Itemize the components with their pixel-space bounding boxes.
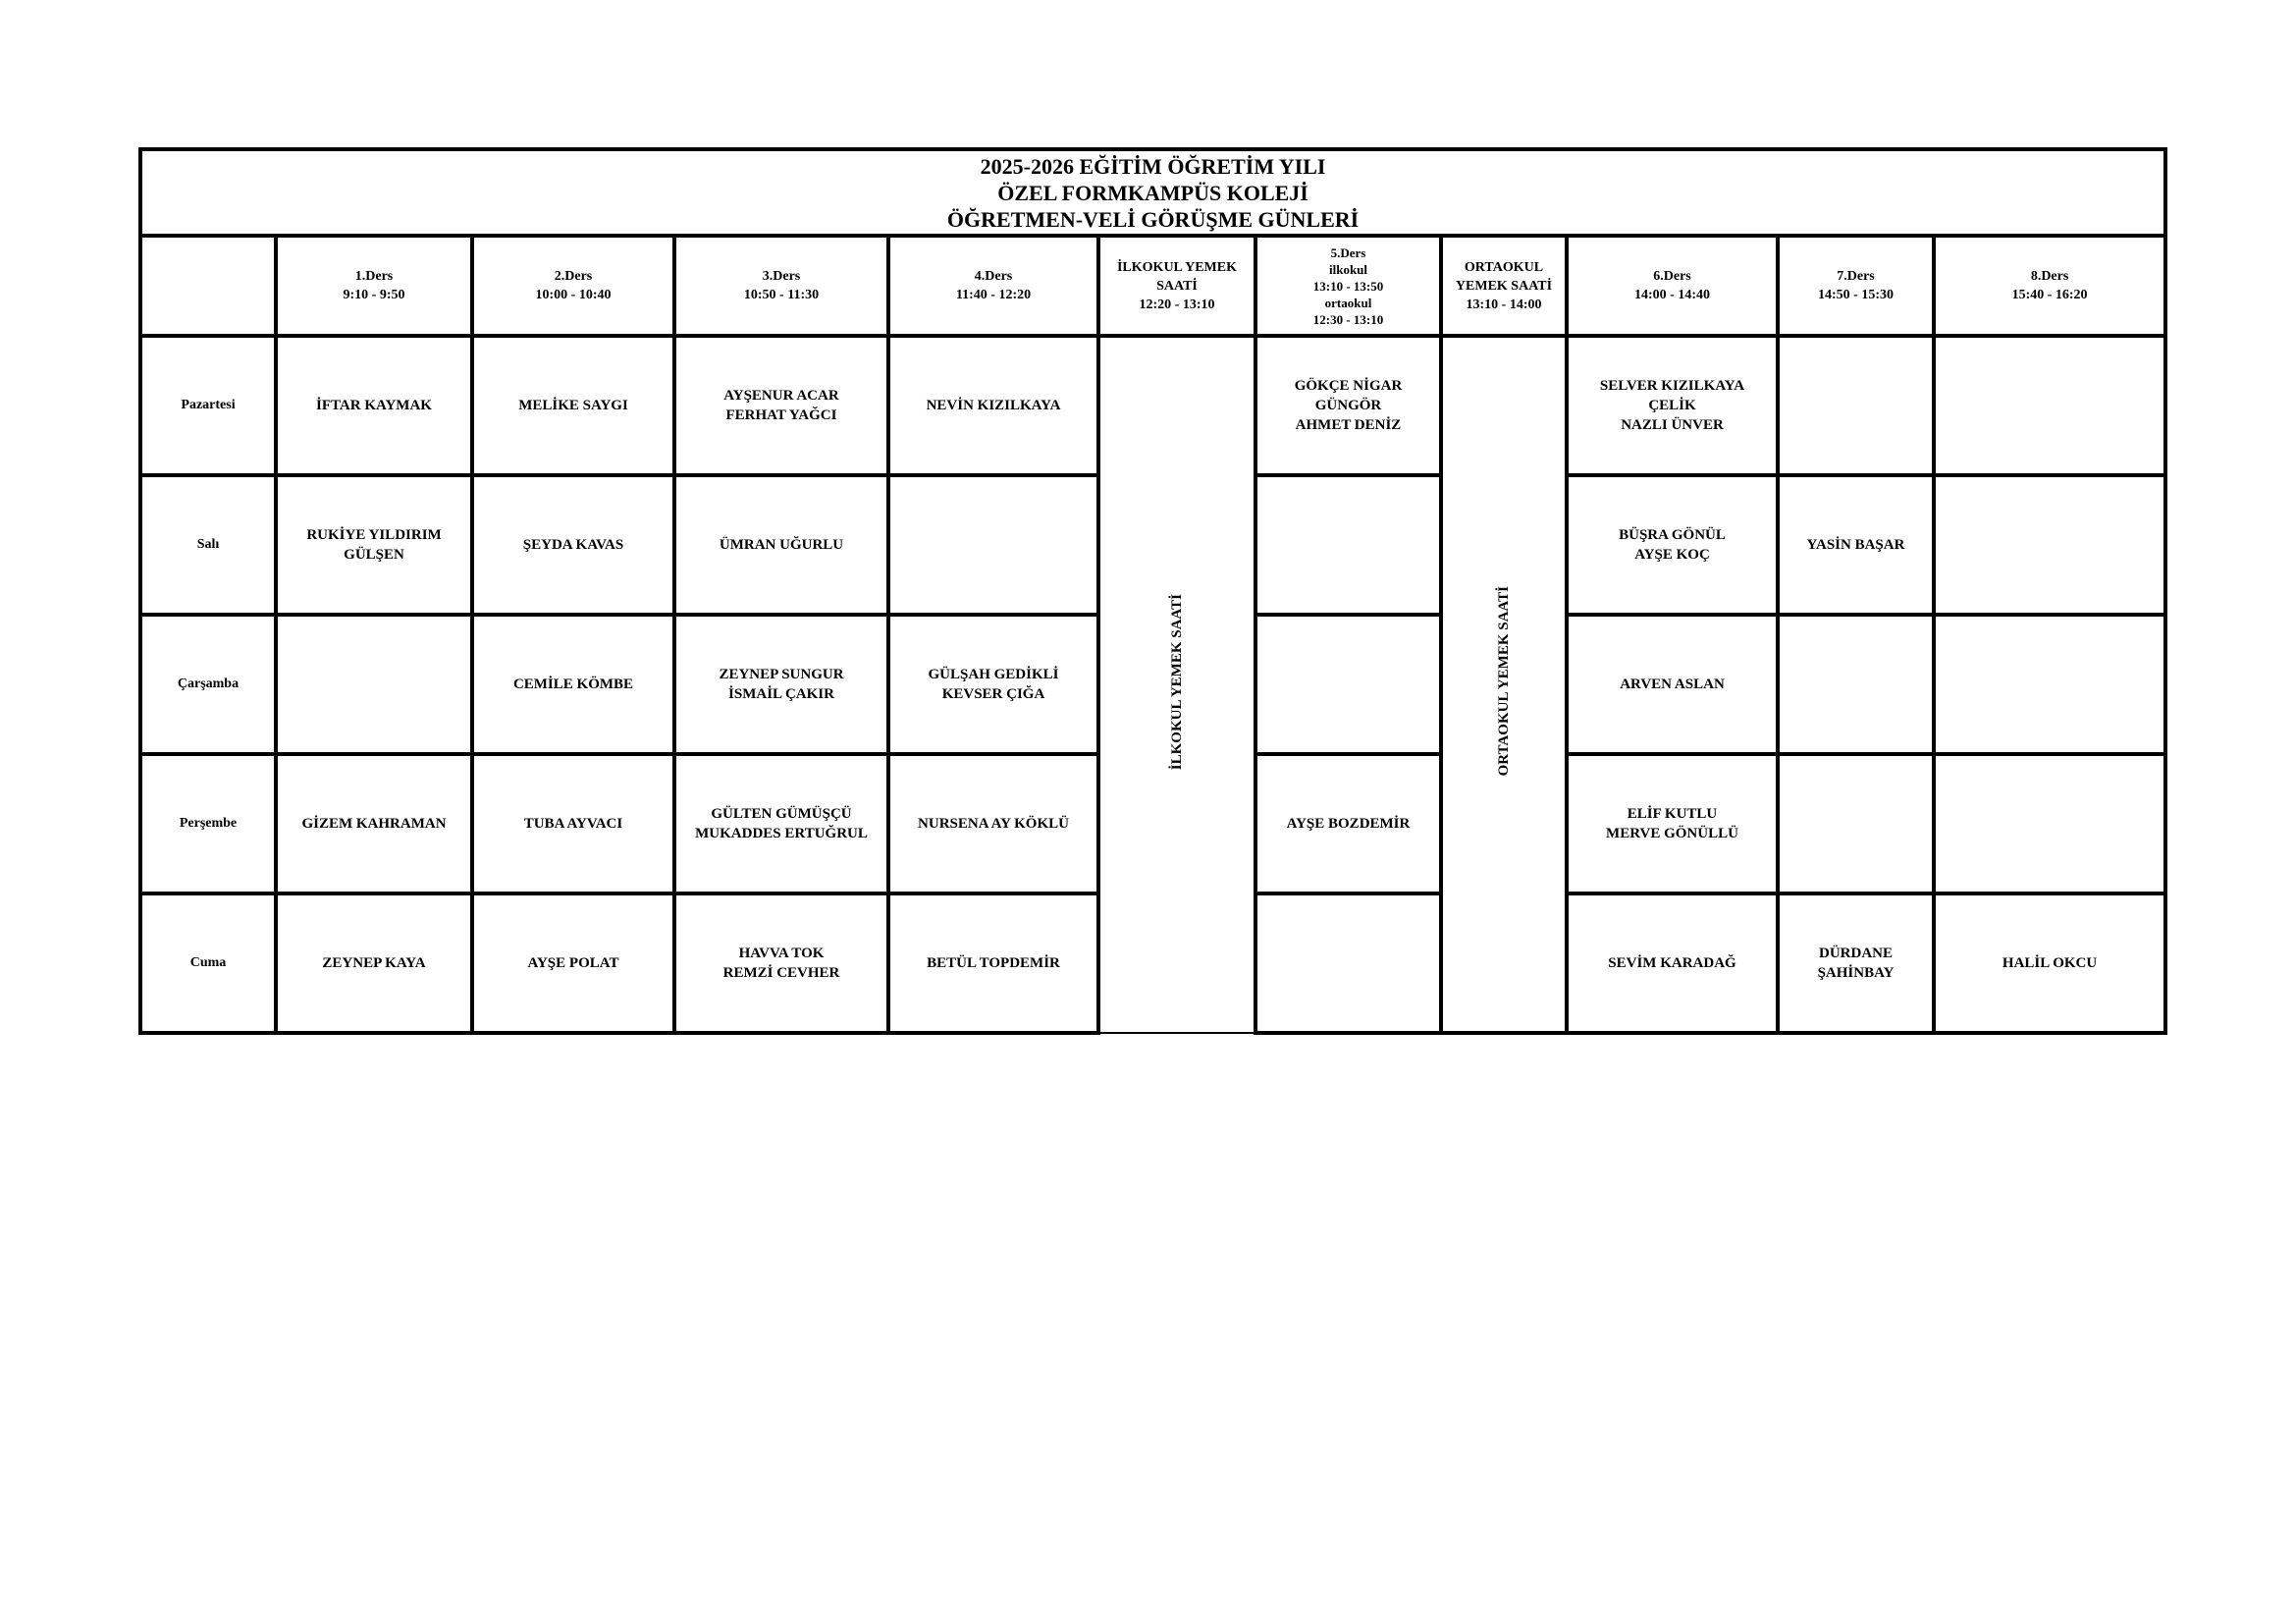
cell-text-line: ŞAHİNBAY xyxy=(1817,965,1895,981)
cell-text-line: 3.Ders xyxy=(762,269,801,284)
day-label: Salı xyxy=(140,475,276,615)
cell-text-line: ÜMRAN UĞURLU xyxy=(719,537,844,553)
teacher-cell xyxy=(1567,754,1778,893)
header-cell-5 xyxy=(1255,236,1441,336)
teacher-cell xyxy=(1934,336,2165,475)
ortaokul-lunch-label: ORTAOKUL YEMEK SAATİ xyxy=(1496,586,1512,777)
cell-text-line: BETÜL TOPDEMİR xyxy=(927,955,1060,971)
cell-text-line: 9:10 - 9:50 xyxy=(343,288,405,302)
title-line-3: ÖĞRETMEN-VELİ GÖRÜŞME GÜNLERİ xyxy=(946,206,1360,232)
cell-text-line: SEVİM KARADAĞ xyxy=(1608,955,1736,971)
cell-text-line: YEMEK SAATİ xyxy=(1455,278,1553,294)
teacher-cell xyxy=(1934,754,2165,893)
cell-text-line: 14:50 - 15:30 xyxy=(1818,288,1894,302)
teacher-cell xyxy=(276,893,472,1033)
day-label: Çarşamba xyxy=(140,615,276,754)
cell-text-line: AYŞE POLAT xyxy=(527,955,619,971)
header-cell xyxy=(1934,236,2165,336)
title-line-2: ÖZEL FORMKAMPÜS KOLEJİ xyxy=(997,180,1308,205)
cell-text-line: MERVE GÖNÜLLÜ xyxy=(1606,826,1738,841)
cell-text-line: İFTAR KAYMAK xyxy=(316,398,432,413)
day-label: Cuma xyxy=(140,893,276,1033)
teacher-cell xyxy=(888,893,1098,1033)
cell-text-line: ilkokul xyxy=(1328,261,1368,277)
header-row xyxy=(140,236,2165,336)
cell-text-line: AYŞE KOÇ xyxy=(1634,547,1710,563)
day-label: Perşembe xyxy=(140,754,276,893)
cell-text-line: GİZEM KAHRAMAN xyxy=(301,816,447,832)
cell-text-line: DÜRDANE xyxy=(1819,946,1893,961)
teacher-cell xyxy=(1567,336,1778,475)
cell-text-line: MUKADDES ERTUĞRUL xyxy=(695,826,868,841)
teacher-cell xyxy=(1255,475,1441,615)
cell-text-line: YASİN BAŞAR xyxy=(1806,537,1905,553)
cell-text-line: GÖKÇE NİGAR xyxy=(1294,378,1403,394)
cell-text-line: 10:00 - 10:40 xyxy=(535,288,612,302)
header-cell xyxy=(276,236,472,336)
cell-text-line: NEVİN KIZILKAYA xyxy=(926,398,1061,413)
cell-text-line: 11:40 - 12:20 xyxy=(955,288,1032,302)
teacher-cell xyxy=(674,754,888,893)
teacher-cell xyxy=(674,893,888,1033)
cell-text-line: AHMET DENİZ xyxy=(1295,417,1402,433)
teacher-cell xyxy=(1934,893,2165,1033)
teacher-cell xyxy=(888,475,1098,615)
cell-text-line: ŞEYDA KAVAS xyxy=(522,537,624,553)
teacher-cell xyxy=(472,754,674,893)
cell-text-line: 10:50 - 11:30 xyxy=(743,288,820,302)
teacher-cell xyxy=(1567,615,1778,754)
teacher-cell xyxy=(1778,475,1934,615)
teacher-cell xyxy=(472,475,674,615)
cell-text-line: GÜLTEN GÜMÜŞÇÜ xyxy=(711,806,852,822)
cell-text-line: HAVVA TOK xyxy=(738,946,825,961)
day-label: Pazartesi xyxy=(140,336,276,475)
cell-text-line: RUKİYE YILDIRIM xyxy=(306,527,442,543)
teacher-cell xyxy=(276,475,472,615)
teacher-cell xyxy=(276,615,472,754)
cell-text-line: ORTAOKUL xyxy=(1464,259,1544,275)
cell-text-line: ARVEN ASLAN xyxy=(1620,677,1725,692)
header-cell xyxy=(1778,236,1934,336)
ilkokul-lunch-label: İLKOKUL YEMEK SAATİ xyxy=(1169,593,1185,771)
teacher-cell xyxy=(674,336,888,475)
cell-text-line: TUBA AYVACI xyxy=(523,816,623,832)
teacher-cell xyxy=(1255,754,1441,893)
cell-text-line: SELVER KIZILKAYA xyxy=(1599,378,1745,394)
header-cell xyxy=(674,236,888,336)
teacher-cell xyxy=(1934,615,2165,754)
cell-text-line: HALİL OKCU xyxy=(2002,955,2098,971)
cell-text-line: 5.Ders xyxy=(1330,244,1366,260)
cell-text-line: ZEYNEP SUNGUR xyxy=(719,667,844,682)
teacher-cell xyxy=(472,615,674,754)
cell-text-line: NAZLI ÜNVER xyxy=(1621,417,1724,433)
cell-text-line: REMZİ CEVHER xyxy=(722,965,840,981)
cell-text-line: AYŞENUR ACAR xyxy=(723,388,839,404)
teacher-cell xyxy=(1778,615,1934,754)
title-cell xyxy=(140,149,2165,236)
header-cell xyxy=(888,236,1098,336)
teacher-cell xyxy=(888,615,1098,754)
header-cell xyxy=(1567,236,1778,336)
cell-text-line: 15:40 - 16:20 xyxy=(2011,288,2088,302)
teacher-cell xyxy=(888,754,1098,893)
cell-text-line: 14:00 - 14:40 xyxy=(1634,288,1710,302)
cell-text-line: İSMAİL ÇAKIR xyxy=(728,686,834,702)
teacher-cell xyxy=(1255,615,1441,754)
teacher-cell xyxy=(674,615,888,754)
cell-text-line: 12:30 - 13:10 xyxy=(1312,311,1384,327)
header-cell-ilkokul-lunch xyxy=(1098,236,1255,336)
cell-text-line: 13:10 - 14:00 xyxy=(1466,297,1542,312)
cell-text-line: 8.Ders xyxy=(2030,269,2069,284)
cell-text-line: GÜNGÖR xyxy=(1314,398,1382,413)
teacher-cell xyxy=(1567,475,1778,615)
cell-text-line: FERHAT YAĞCI xyxy=(725,407,837,423)
header-cell xyxy=(472,236,674,336)
ortaokul-lunch-block xyxy=(1441,336,1567,1033)
cell-text-line: AYŞE BOZDEMİR xyxy=(1286,816,1411,832)
title-line-1: 2025-2026 EĞİTİM ÖĞRETİM YILI xyxy=(980,153,1326,179)
cell-text-line: ÇELİK xyxy=(1648,398,1696,413)
teacher-cell xyxy=(276,754,472,893)
cell-text-line: ELİF KUTLU xyxy=(1627,806,1718,822)
header-cell-ortaokul-lunch xyxy=(1441,236,1567,336)
cell-text-line: ZEYNEP KAYA xyxy=(322,955,426,971)
cell-text-line: 13:10 - 13:50 xyxy=(1312,278,1384,294)
teacher-cell xyxy=(1255,893,1441,1033)
teacher-cell xyxy=(276,336,472,475)
cell-text-line: 12:20 - 13:10 xyxy=(1139,297,1215,312)
cell-text-line: CEMİLE KÖMBE xyxy=(512,677,634,692)
day-row xyxy=(140,336,2165,475)
cell-text-line: BÜŞRA GÖNÜL xyxy=(1619,527,1726,543)
schedule-sheet xyxy=(138,147,2163,1052)
teacher-cell xyxy=(1778,754,1934,893)
teacher-cell xyxy=(1778,893,1934,1033)
teacher-cell xyxy=(1255,336,1441,475)
cell-text-line: 1.Ders xyxy=(354,269,394,284)
schedule-table xyxy=(138,147,2167,1035)
ilkokul-lunch-block xyxy=(1098,336,1255,1033)
cell-text-line: 6.Ders xyxy=(1653,269,1691,284)
cell-text-line: 7.Ders xyxy=(1837,269,1875,284)
teacher-cell xyxy=(472,336,674,475)
header-corner xyxy=(140,236,276,336)
cell-text-line: 2.Ders xyxy=(554,269,593,284)
cell-text-line: GÜLŞAH GEDİKLİ xyxy=(928,667,1059,682)
teacher-cell xyxy=(1778,336,1934,475)
cell-text-line: GÜLŞEN xyxy=(344,547,404,563)
cell-text-line: 4.Ders xyxy=(974,269,1013,284)
teacher-cell xyxy=(888,336,1098,475)
cell-text-line: KEVSER ÇIĞA xyxy=(941,686,1045,702)
cell-text-line: NURSENA AY KÖKLÜ xyxy=(918,816,1069,832)
cell-text-line: ortaokul xyxy=(1324,295,1372,310)
cell-text-line: SAATİ xyxy=(1156,278,1198,294)
teacher-cell xyxy=(1567,893,1778,1033)
teacher-cell xyxy=(1934,475,2165,615)
teacher-cell xyxy=(674,475,888,615)
cell-text-line: İLKOKUL YEMEK xyxy=(1116,259,1237,275)
teacher-cell xyxy=(472,893,674,1033)
cell-text-line: MELİKE SAYGI xyxy=(518,398,628,413)
